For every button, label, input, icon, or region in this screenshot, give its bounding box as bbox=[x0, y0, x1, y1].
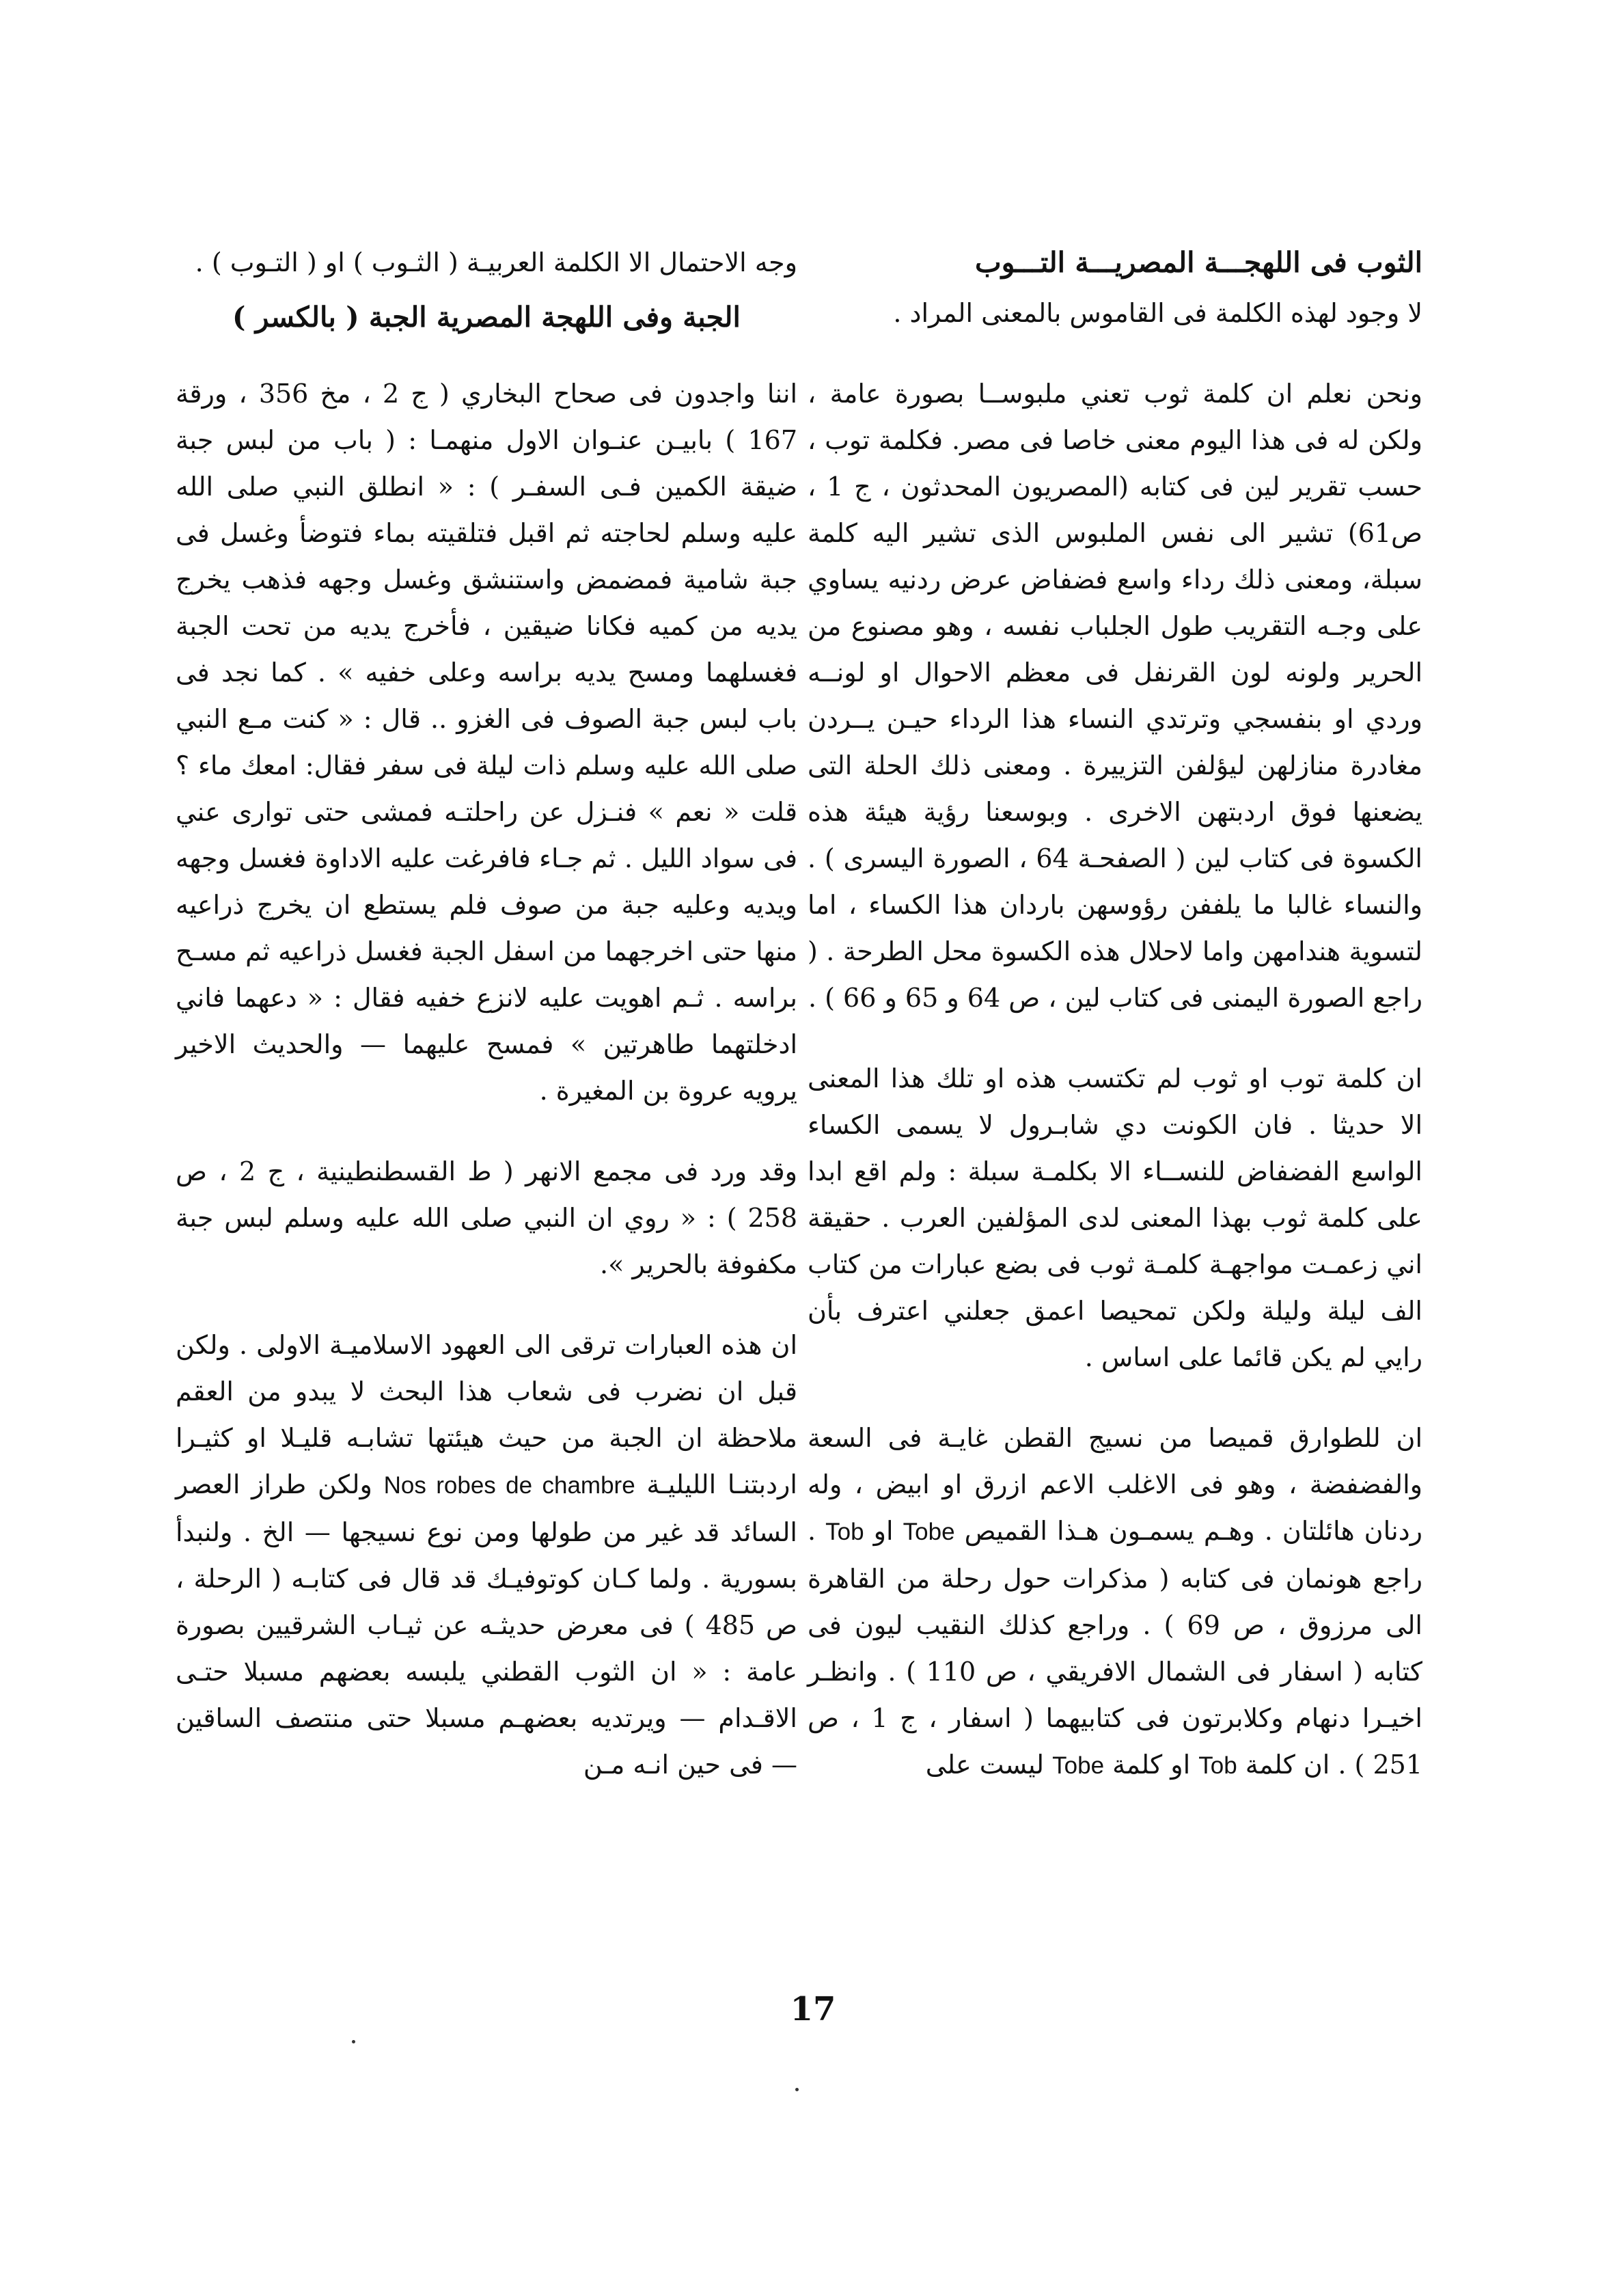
page-number: 17 bbox=[790, 1990, 836, 2028]
latin-term: Tob bbox=[825, 1519, 864, 1545]
text-fragment: او bbox=[873, 1516, 894, 1546]
paragraph bbox=[176, 1322, 797, 1788]
latin-term: Tobe bbox=[903, 1519, 955, 1545]
text-fragment: ان للطوارق قميصا من نسيج القطن غايـة فى السعة والفضفضة ، وهو فى الاغلب الاعم ازرق او ابيض ، وله ردنان هائلتان . وهـم يسمـون هـذا القميص bbox=[808, 1423, 1422, 1546]
scan-speck bbox=[352, 2040, 355, 2043]
paragraph: لا وجود لهذه الكلمة فى القاموس بالمعنى المراد . bbox=[893, 298, 1422, 328]
paragraph bbox=[808, 1415, 1422, 1789]
text-fragment: . راجع هونمان فى كتابه ( مذكرات حول رحلة من القاهرة الى مرزوق ، ص 69 ) . وراجع كذلك النقيب ليون فى كتابه ( اسفار فى الشمال الافريقي ، ص 110 ) . وانظـر اخيـرا دنهام وكلابرتون فى كتابيهما ( اسفار ، ج 1 ، ص 251 ) . ان كلمة bbox=[808, 1516, 1422, 1780]
paragraph: اننا واجدون فى صحاح البخاري ( ج 2 ، مخ 356 ، ورقة 167 ) بابيـن عنـوان الاول منهمـا : ( باب من لبس جبة ضيقة الكمين فـى السفـر ) : « انطلق النبي صلى الله عليه وسلم لحاجته ثم اقبل فتلقيته بماء فتوضأ وغسل فى جبة شامية فمضمض واستنشق وغسل وجهه فذهب يخرج يديه من كميه فكانا ضيقين ، فأخرج يديه من تحت الجبة فغسلهما ومسح يديه براسه وعلى خفيه » . كما نجد فى باب لبس جبة الصوف فى الغزو .. قال : « كنت مـع النبي صلى الله عليه وسلم ذات ليلة فى سفر فقال: امعك ماء ؟ قلت « نعم » فنـزل عن راحلتـه فمشى حتى توارى عني فى سواد الليل . ثم جـاء فافرغت عليه الاداوة فغسل وجهه ويديه وعليه جبة من صوف فلم يستطع ان يخرج ذراعيه منها حتى اخرجهما من اسفل الجبة فغسل ذراعيه ثم مسـح براسه . ثـم اهويت عليه لانزع خفيه فقال : « دعهما فاني ادخلتهما طاهرتين » فمسح عليهما — والحديث الاخير يرويه عروة بن المغيرة . bbox=[176, 379, 797, 1106]
text-fragment: ليست على bbox=[925, 1750, 1045, 1780]
latin-term: Tobe bbox=[1052, 1752, 1105, 1779]
section-heading-thawb: الثوب فى اللهجـــة المصريـــة التـــوب bbox=[975, 246, 1422, 279]
paragraph: وجه الاحتمال الا الكلمة العربيـة ( الثـوب ) او ( التـوب ) . bbox=[195, 247, 797, 277]
text-fragment: ان هذه العبارات ترقى الى العهود الاسلاميـة الاولى . ولكن قبل ان نضرب فى شعاب هذا البحث لا يبدو من العقم ملاحظة ان الجبة من حيث هيئتها تشابـه قليـلا او كثيـرا اردبتنـا الليليـة bbox=[176, 1330, 797, 1499]
right-column bbox=[808, 239, 1422, 1789]
left-column bbox=[176, 239, 797, 1788]
latin-term: Tob bbox=[1198, 1752, 1237, 1779]
paragraph: ونحن نعلم ان كلمة ثوب تعني ملبوســا بصورة عامة ، ولكن له فى هذا اليوم معنى خاصا فى مصر. فكلمة توب ، حسب تقرير لين فى كتابه (المصريون المحدثون ، ج 1 ، ص61) تشير الى نفس الملبوس الذى تشير اليه كلمة سبلة، ومعنى ذلك رداء واسع فضفاض عرض ردنيه يساوي على وجـه التقريب طول الجلباب نفسه ، وهو مصنوع من الحرير ولونه لون القرنفل فى معظم الاحوال او لونــه وردي او بنفسجي وترتدي النساء هذا الرداء حيـن يــردن مغادرة منازلهن ليؤلفن التزييرة . ومعنى ذلك الحلة التى يضعنها فوق اردبتهن الاخرى . وبوسعنا رؤية هيئة هذه الكسوة فى كتاب لين ( الصفحـة 64 ، الصورة اليسرى ) . والنساء غالبا ما يلففن رؤوسهن باردان هذا الكساء ، اما لتسوية هندامهن واما لاحلال هذه الكسوة محل الطرحة . ( راجع الصورة اليمنى فى كتاب لين ، ص 64 و 65 و 66 ) . bbox=[808, 379, 1423, 1013]
text-fragment: او كلمة bbox=[1112, 1750, 1191, 1780]
text-fragment: ولكن طراز العصر السائد قد غير من طولها ومن نوع نسيجها — الخ . ولنبدأ بسورية . ولما كـان كوتوفيـك قد قال فى كتابـه ( الرحلة ، ص 485 ) فى معرض حديثـه عن ثيـاب الشرقيين بصورة عامة : « ان الثوب القطني يلبسه بعضهم مسبلا حتـى الاقـدام — ويرتديه بعضهـم مسبلا حتى منتصف الساقين — فى حين انـه مـن bbox=[176, 1469, 798, 1780]
latin-term: Nos robes de chambre bbox=[383, 1472, 635, 1499]
scan-speck bbox=[795, 2088, 799, 2091]
section-heading-jubba: الجبة وفى اللهجة المصرية الجبة ( بالكسر ) bbox=[232, 301, 741, 334]
paragraph: ان كلمة توب او ثوب لم تكتسب هذه او تلك هذا المعنى الا حديثا . فان الكونت دي شابـرول لا يسمى الكساء الواسع الفضفاض للنســاء الا بكلمـة سبلة : ولم اقع ابدا على كلمة ثوب بهذا المعنى لدى المؤلفين العرب . حقيقة اني زعمـت مواجهـة كلمـة ثوب فى بضع عبارات من كتاب الف ليلة وليلة ولكن تمحيصا اعمق جعلني اعترف بأن رايي لم يكن قائما على اساس . bbox=[808, 1063, 1422, 1372]
paragraph: وقد ورد فى مجمع الانهر ( ط القسطنطينية ، ج 2 ، ص 258 ) : « روي ان النبي صلى الله عليه وسلم لبس جبة مكفوفة بالحرير ». bbox=[176, 1156, 797, 1279]
